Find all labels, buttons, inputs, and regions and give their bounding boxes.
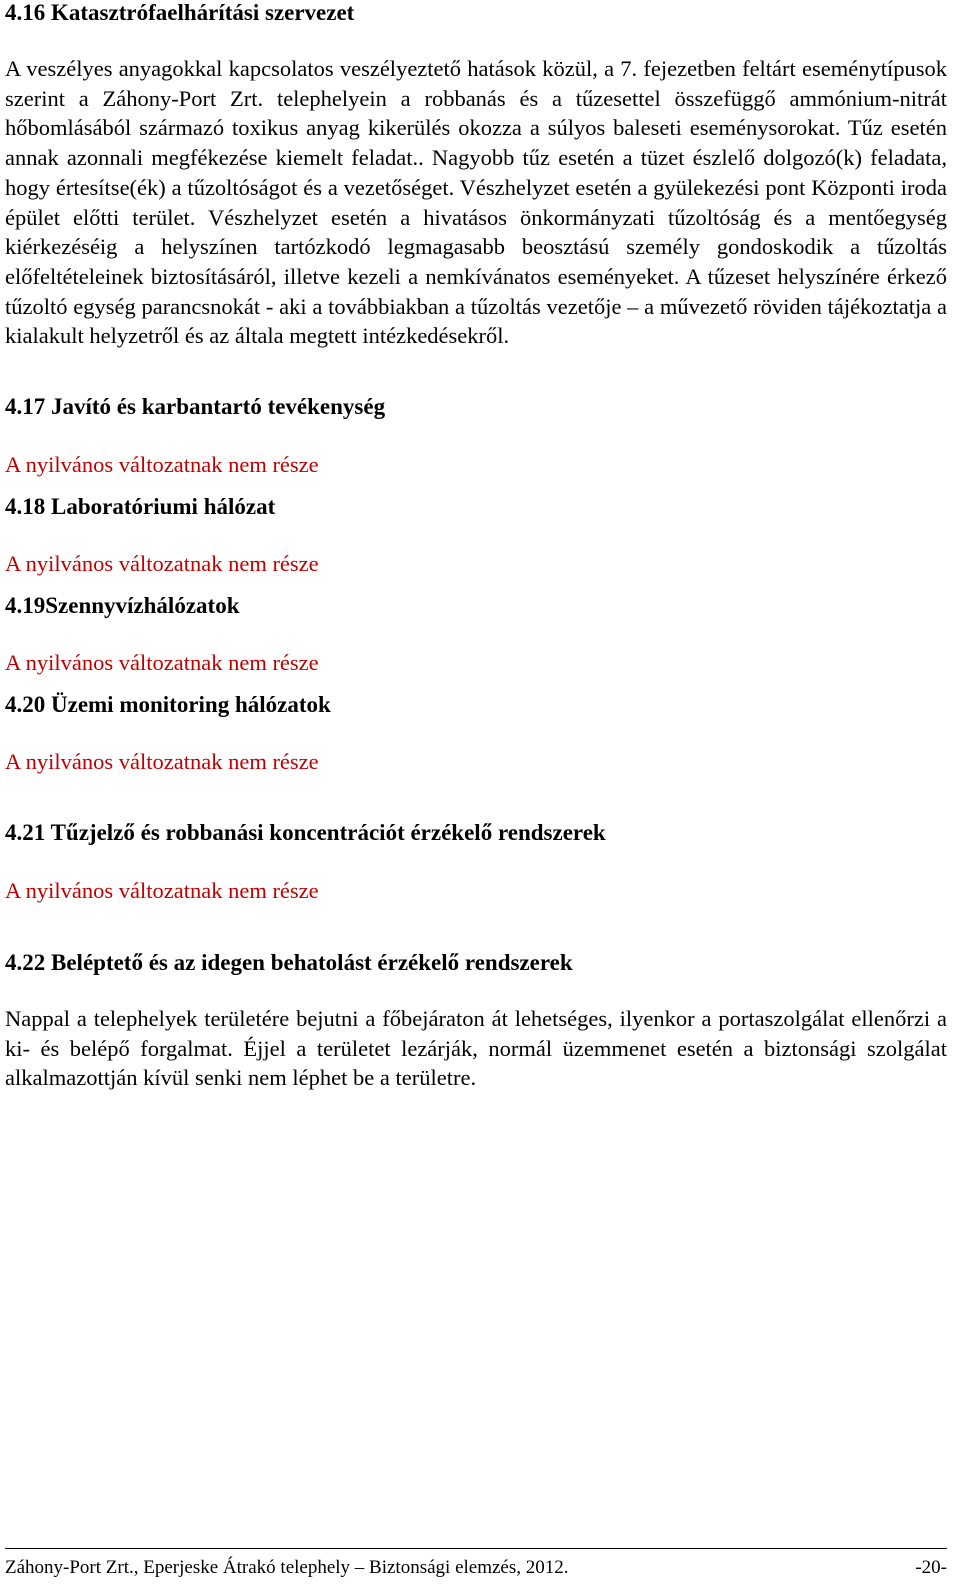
section-4-22-paragraph: Nappal a telephelyek területére bejutni a főbejáraton át lehetséges, ilyenkor a portaszolgálat ellenőrzi a ki- és belépő forgalmat. Éjjel a területet lezárják, normál üzemmenet esetén a biztonsági szolgálat alkalmazottján kívül senki nem léphet be a területre. (5, 1006, 947, 1091)
not-public-note: A nyilvános változatnak nem része (5, 749, 319, 774)
section-4-16-paragraph: A veszélyes anyagokkal kapcsolatos veszélyeztető hatások közül, a 7. fejezetben feltárt eseménytípusok szerint a Záhony-Port Zrt. telephelyein a robbanás és a tűzesettel összefüggő ammónium-nitrát hőbomlásából származó toxikus anyag kikerülés okozza a súlyos baleseti eseménysorokat. Tűz esetén annak azonnali megfékezése kiemelt feladat.. Nagyobb tűz esetén a tüzet észlelő dolgozó(k) feladata, hogy értesítse(ék) a tűzoltóságot és a vezetőséget. Vészhelyzet esetén a gyülekezési pont Központi iroda épület előtti terület. Vészhelyzet esetén a hivatásos önkormányzati tűzoltóság és a mentőegység kiérkezéséig a helyszínen tartózkodó legmagasabb beosztású személy gondoskodik a tűzoltás előfeltételeinek biztosításáról, illetve kezeli a nemkívánatos eseményeket. A tűzeset helyszínére érkező tűzoltó egység parancsnokát - aki a továbbiakban a tűzoltás vezetője – a művezető röviden tájékoztatja a kialakult helyzetről és az általa megtett intézkedésekről. (5, 56, 947, 349)
not-public-note: A nyilvános változatnak nem része (5, 452, 319, 477)
footer-document-title: Záhony-Port Zrt., Eperjeske Átrakó telephely – Biztonsági elemzés, 2012. (5, 1557, 569, 1578)
section-heading-4-18: 4.18 Laboratóriumi hálózat (5, 494, 276, 519)
section-heading-4-16: 4.16 Katasztrófaelhárítási szervezet (5, 0, 355, 25)
not-public-note: A nyilvános változatnak nem része (5, 878, 319, 903)
section-heading-4-22: 4.22 Beléptető és az idegen behatolást érzékelő rendszerek (5, 950, 573, 975)
section-heading-4-21: 4.21 Tűzjelző és robbanási koncentrációt érzékelő rendszerek (5, 820, 606, 845)
footer-page-number: -20- (915, 1557, 947, 1578)
page-footer (5, 1548, 947, 1580)
not-public-note: A nyilvános változatnak nem része (5, 551, 319, 576)
section-heading-4-20: 4.20 Üzemi monitoring hálózatok (5, 692, 331, 717)
section-heading-4-19: 4.19Szennyvízhálózatok (5, 593, 240, 618)
section-heading-4-17: 4.17 Javító és karbantartó tevékenység (5, 394, 386, 419)
not-public-note: A nyilvános változatnak nem része (5, 650, 319, 675)
